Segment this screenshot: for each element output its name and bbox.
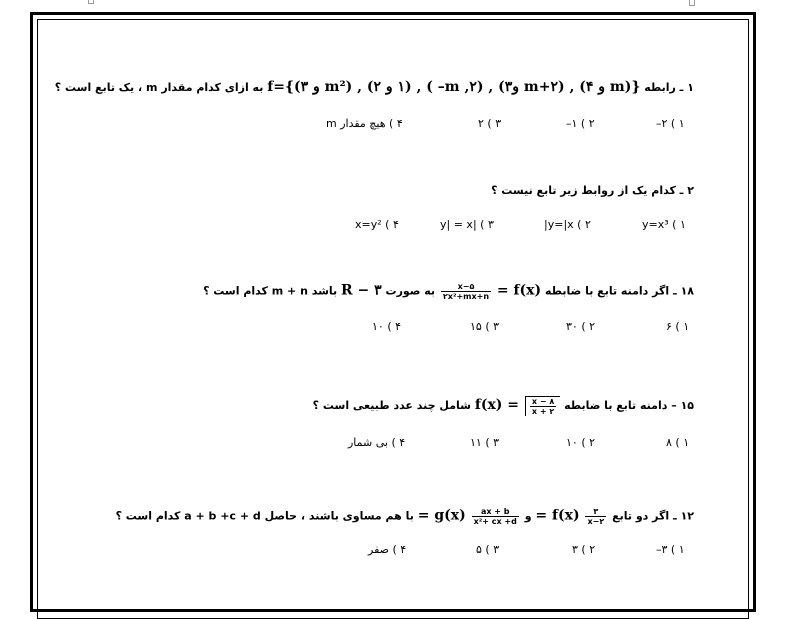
fraction-numerator: ۸ − x — [531, 397, 555, 406]
question-15-sqrt — [525, 396, 560, 416]
corner-marker-top — [88, 0, 94, 4]
question-12-and: و — [524, 509, 532, 523]
question-1-label: ۱ ـ رابطه — [644, 81, 694, 94]
question-1-options — [0, 117, 786, 133]
question-18-options — [0, 320, 786, 336]
question-15-fraction — [530, 397, 556, 416]
question-1-set: {(m و ۴) , (m+۲ و۳) , (m ,۲– ) , (۱ و ۲) , (m² و ۳)}=f — [267, 79, 641, 95]
question-12 — [116, 507, 694, 526]
question-1-text: به ازای کدام مقدار m ، یک تابع است ؟ — [54, 81, 264, 94]
option[interactable]: ۱ ) ۶ — [666, 320, 690, 333]
question-15-text: شامل چند عدد طبیعی است ؟ — [312, 399, 471, 412]
option[interactable]: ۱ ) y=x³ — [642, 218, 686, 231]
option[interactable]: ۴ ) بی شمار — [348, 436, 406, 449]
question-2-text: ۲ ـ کدام یک از روابط زیر تابع نیست ؟ — [491, 184, 694, 197]
option[interactable]: ۴ ) هیچ مقدار m — [326, 117, 403, 130]
question-18-domain: R − ۳ — [341, 282, 382, 299]
question-18-mid: به صورت — [385, 284, 436, 298]
question-18-fx: f(x) = — [496, 282, 542, 299]
option[interactable]: ۳ ) ۱۱ — [470, 436, 500, 449]
fraction-numerator: ۳ — [585, 507, 606, 517]
question-12-label: ۱۲ ـ اگر دو تابع — [612, 509, 694, 523]
option[interactable]: ۳ ) |y| = x — [440, 218, 494, 231]
option[interactable]: ۲ ) ۱– — [566, 117, 595, 130]
page-border-inner — [37, 19, 749, 619]
question-12-fx: f(x) = — [535, 507, 580, 524]
question-15-fx: = f(x) — [474, 397, 520, 413]
option[interactable]: ۱ ) ۸ — [666, 436, 690, 449]
corner-marker-right — [689, 0, 695, 6]
fraction-denominator: x−۲ — [587, 517, 605, 526]
option[interactable]: ۴ ) x=y² — [355, 218, 399, 231]
fraction-denominator: x²+ cx +d — [473, 517, 517, 526]
option[interactable]: ۳ ) ۲ — [478, 117, 502, 130]
question-18-fraction — [441, 282, 491, 301]
option[interactable]: ۴ ) ۱۰ — [372, 320, 402, 333]
fraction-numerator: x−۵ — [441, 282, 491, 292]
question-18-text: باشد m + n کدام است ؟ — [203, 284, 338, 298]
question-12-g-fraction — [472, 507, 519, 526]
question-18-label: ۱۸ ـ اگر دامنه تابع با ضابطه — [544, 284, 694, 298]
question-12-options — [0, 543, 786, 559]
question-12-text: با هم مساوی باشند ، حاصل a + b +c + d کدام است ؟ — [115, 509, 414, 523]
option[interactable]: ۲ ) ۱۰ — [566, 436, 596, 449]
option[interactable]: ۲ ) ۳۰ — [566, 320, 596, 333]
question-15 — [313, 396, 694, 416]
question-2 — [491, 184, 694, 197]
option[interactable]: ۲ ) ۳ — [572, 543, 596, 556]
question-15-label: ۱۵ – دامنه تابع با ضابطه — [564, 399, 694, 412]
question-2-options — [0, 218, 786, 234]
question-12-f-fraction — [585, 507, 606, 526]
question-12-gx: g(x) = — [417, 507, 466, 524]
fraction-denominator: ۲x²+mx+n — [442, 292, 490, 301]
question-1 — [55, 79, 694, 95]
fraction-denominator: x + ۲ — [531, 407, 555, 416]
option[interactable]: ۱ ) ۳– — [656, 543, 685, 556]
question-15-options — [0, 436, 786, 452]
option[interactable]: ۳ ) ۵ — [476, 543, 500, 556]
option[interactable]: ۲ ) y=|x| — [544, 218, 591, 231]
option[interactable]: ۳ ) ۱۵ — [470, 320, 500, 333]
option[interactable]: ۱ ) ۲– — [656, 117, 685, 130]
question-18 — [203, 282, 694, 301]
fraction-numerator: ax + b — [472, 507, 519, 517]
option[interactable]: ۴ ) صفر — [368, 543, 407, 556]
